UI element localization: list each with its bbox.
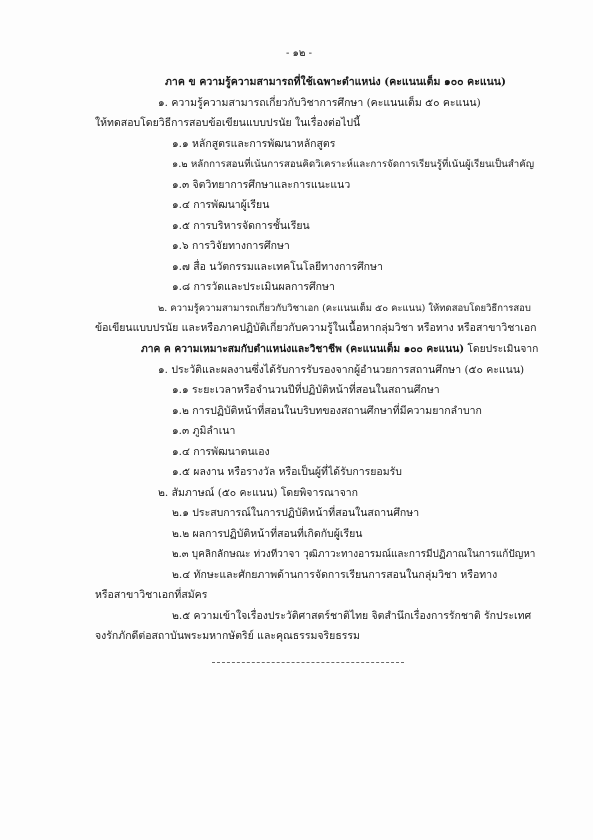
section-b-title: ภาค ข ความรู้ความสามารถที่ใช้เฉพาะตำแหน่ง (คะแนนเต็ม ๑๐๐ คะแนน)	[165, 76, 506, 88]
list-item: ๒.๔ ทักษะและศักยภาพด้านการจัดการเรียนการสอนในกลุ่มวิชา หรือทาง	[172, 569, 498, 581]
list-item: ๑.๓ จิตวิทยาการศึกษาและการแนะแนว	[172, 179, 351, 191]
section-b-item1-intro: ให้ทดสอบโดยวิธีการสอบข้อเขียนแบบปรนัย ในเรื่องต่อไปนี้	[95, 117, 361, 129]
section-c-title-suffix: โดยประเมินจาก	[464, 343, 539, 355]
list-item: ๑.๗ สื่อ นวัตกรรมและเทคโนโลยีทางการศึกษา	[172, 261, 383, 273]
list-item: ๑.๒ การปฏิบัติหน้าที่สอนในบริบทของสถานศึกษาที่มีความยากลำบาก	[172, 405, 482, 417]
list-item: ๒.๓ บุคลิกลักษณะ ท่วงทีวาจา วุฒิภาวะทางอารมณ์และการมีปฏิภาณในการแก้ปัญหา	[172, 549, 536, 560]
list-item: ๑.๒ หลักการสอนที่เน้นการสอนคิดวิเคราะห์และการจัดการเรียนรู้ที่เน้นผู้เรียนเป็นสำคัญ	[172, 159, 535, 170]
list-item: ๑.๑ ระยะเวลาหรือจำนวนปีที่ปฏิบัติหน้าที่สอนในสถานศึกษา	[172, 384, 440, 396]
list-item: ๒.๑ ประสบการณ์ในการปฏิบัติหน้าที่สอนในสถานศึกษา	[172, 507, 420, 519]
list-item: ๑.๘ การวัดและประเมินผลการศึกษา	[172, 281, 335, 293]
section-b-item2-line2: ข้อเขียนแบบปรนัย และหรือภาคปฏิบัติเกี่ยวกับความรู้ในเนื้อหากลุ่มวิชา หรือทาง หรือสาขาวิชาเอก	[95, 322, 537, 334]
section-c-title: ภาค ค ความเหมาะสมกับตำแหน่งและวิชาชีพ (คะแนนเต็ม ๑๐๐ คะแนน)	[141, 343, 465, 355]
list-item: ๒.๕ ความเข้าใจเรื่องประวัติศาสตร์ชาติไทย จิตสำนึกเรื่องการรักชาติ รักประเทศ	[172, 610, 532, 622]
list-item-continuation: หรือสาขาวิชาเอกที่สมัคร	[95, 589, 208, 601]
section-b-item2-line1: ๒. ความรู้ความสามารถเกี่ยวกับวิชาเอก (คะแนนเต็ม ๕๐ คะแนน) ให้ทดสอบโดยวิธีการสอบ	[158, 303, 531, 314]
section-c-heading	[141, 343, 538, 356]
section-c-item1-title: ๑. ประวัติและผลงานซึ่งได้รับการรับรองจากผู้อำนวยการสถานศึกษา (๕๐ คะแนน)	[158, 364, 525, 376]
list-item: ๑.๕ ผลงาน หรือรางวัล หรือเป็นผู้ที่ได้รับการยอมรับ	[172, 466, 402, 478]
list-item: ๑.๑ หลักสูตรและการพัฒนาหลักสูตร	[172, 138, 336, 150]
list-item: ๑.๔ การพัฒนาผู้เรียน	[172, 199, 270, 211]
list-item: ๒.๒ ผลการปฏิบัติหน้าที่สอนที่เกิดกับผู้เรียน	[172, 528, 363, 540]
section-c-item2-title: ๒. สัมภาษณ์ (๕๐ คะแนน) โดยพิจารณาจาก	[158, 487, 359, 499]
list-item: ๑.๓ ภูมิลำเนา	[172, 425, 236, 437]
list-item: ๑.๔ การพัฒนาตนเอง	[172, 446, 270, 458]
end-divider	[212, 662, 404, 663]
list-item: ๑.๕ การบริหารจัดการชั้นเรียน	[172, 220, 310, 232]
list-item-continuation: จงรักภักดีต่อสถาบันพระมหากษัตริย์ และคุณธรรมจริยธรรม	[95, 630, 360, 642]
page-number: - ๑๒ -	[286, 48, 313, 59]
list-item: ๑.๖ การวิจัยทางการศึกษา	[172, 240, 290, 252]
section-b-item1-title: ๑. ความรู้ความสามารถเกี่ยวกับวิชาการศึกษา (คะแนนเต็ม ๕๐ คะแนน)	[158, 97, 481, 109]
